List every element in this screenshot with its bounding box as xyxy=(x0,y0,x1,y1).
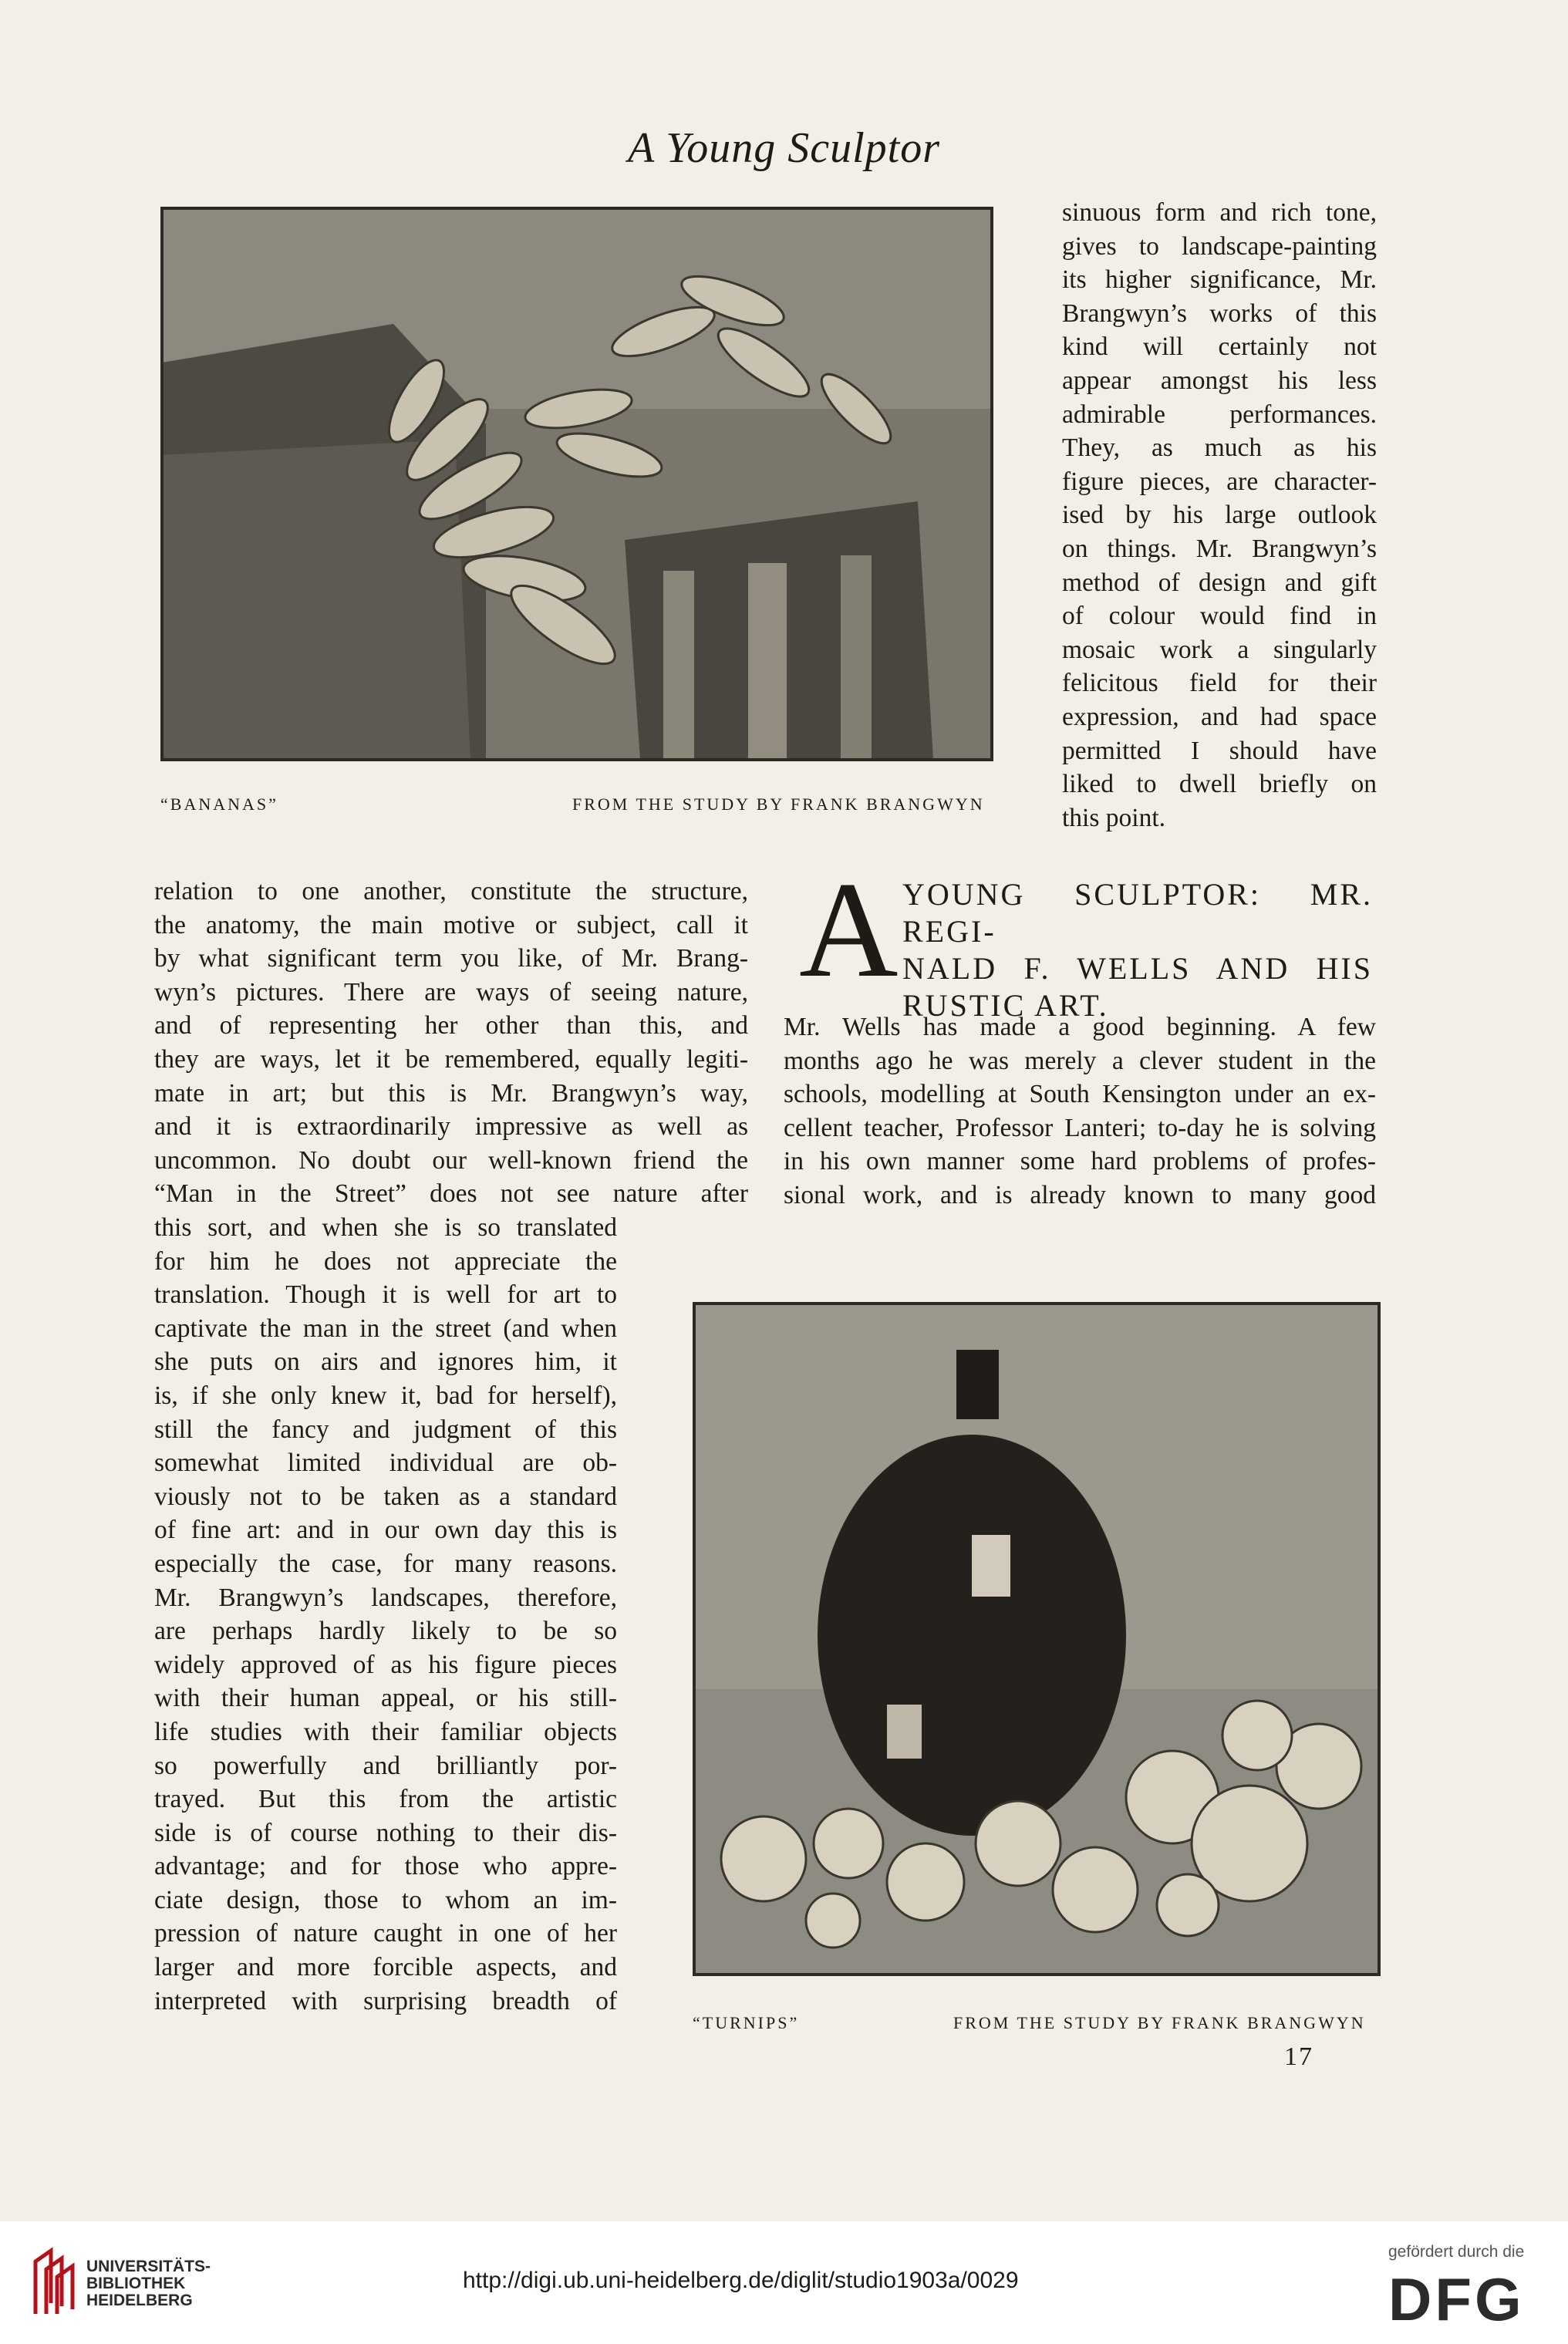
text-line: figure pieces, are character- xyxy=(1062,467,1377,496)
text-line: its higher significance, Mr. xyxy=(1062,265,1377,295)
left-column-bottom xyxy=(154,1211,617,2018)
text-line: sinuous form and rich tone, xyxy=(1062,198,1377,227)
text-line: felicitous field for their xyxy=(1062,669,1377,698)
text-line: appear amongst his less xyxy=(1062,366,1377,395)
text-line: “Man in the Street” does not see nature after xyxy=(154,1179,748,1209)
text-line: relation to one another, constitute the structure, xyxy=(154,877,748,906)
text-line: interpreted with surprising breadth of xyxy=(154,1986,617,2015)
text-line: wyn’s pictures. There are ways of seeing nature, xyxy=(154,977,748,1007)
text-line: on things. Mr. Brangwyn’s xyxy=(1062,534,1377,563)
text-line: are perhaps hardly likely to be so xyxy=(154,1617,617,1646)
text-line: expression, and had space xyxy=(1062,702,1377,731)
text-line: this sort, and when she is so translated xyxy=(154,1213,617,1242)
text-line: kind will certainly not xyxy=(1062,332,1377,362)
text-line: larger and more forcible aspects, and xyxy=(154,1953,617,1982)
text-line: widely approved of as his figure pieces xyxy=(154,1650,617,1679)
running-head: A Young Sculptor xyxy=(628,124,940,172)
text-line: cellent teacher, Professor Lanteri; to-day he is solving xyxy=(784,1113,1376,1142)
right-top-column xyxy=(1062,196,1377,835)
text-line: of colour would find in xyxy=(1062,602,1377,631)
text-line: method of design and gift xyxy=(1062,568,1377,597)
text-line: mate in art; but this is Mr. Brangwyn’s way, xyxy=(154,1078,748,1108)
text-line: schools, modelling at South Kensington under an ex- xyxy=(784,1080,1376,1109)
text-line: translation. Though it is well for art to xyxy=(154,1280,617,1310)
text-line: sional work, and is already known to many good xyxy=(784,1180,1376,1209)
text-line: captivate the man in the street (and when xyxy=(154,1314,617,1343)
text-line: gives to landscape-painting xyxy=(1062,231,1377,261)
left-column-top xyxy=(154,875,748,1211)
text-line: mosaic work a singularly xyxy=(1062,635,1377,664)
text-line: so powerfully and brilliantly por- xyxy=(154,1751,617,1780)
funding-note: gefördert durch die xyxy=(1388,2243,1525,2261)
text-line: Mr. Brangwyn’s landscapes, therefore, xyxy=(154,1583,617,1612)
bananas-illustration xyxy=(160,207,993,761)
text-line: this point. xyxy=(1062,803,1166,832)
text-line: permitted I should have xyxy=(1062,736,1377,765)
text-line: especially the case, for many reasons. xyxy=(154,1549,617,1578)
bananas-caption-credit: FROM THE STUDY BY FRANK BRANGWYN xyxy=(572,794,985,814)
library-name-line: UNIVERSITÄTS- xyxy=(86,2258,211,2275)
text-line: in his own manner some hard problems of profes- xyxy=(784,1147,1376,1176)
text-line: Mr. Wells has made a good beginning. A few xyxy=(784,1013,1376,1041)
dfg-logo: DFG xyxy=(1388,2265,1525,2333)
text-line: pression of nature caught in one of her xyxy=(154,1919,617,1948)
text-line: months ago he was merely a clever student in the xyxy=(784,1046,1376,1075)
text-line: somewhat limited individual are ob- xyxy=(154,1449,617,1478)
text-line: uncommon. No doubt our well-known friend the xyxy=(154,1145,748,1175)
page-number: 17 xyxy=(1284,2042,1313,2071)
source-url-link[interactable]: http://digi.ub.uni-heidelberg.de/diglit/studio1903a/0029 xyxy=(463,2268,1019,2293)
text-line: she puts on airs and ignores him, it xyxy=(154,1347,617,1377)
drop-cap: A xyxy=(799,853,899,1006)
text-line: advantage; and for those who appre- xyxy=(154,1852,617,1881)
digitization-footer xyxy=(0,2221,1568,2344)
text-line: trayed. But this from the artistic xyxy=(154,1785,617,1814)
text-line: ised by his large outlook xyxy=(1062,501,1377,530)
library-name xyxy=(86,2258,211,2309)
text-line: for him he does not appreciate the xyxy=(154,1246,617,1276)
text-line: by what significant term you like, of Mr. Brang- xyxy=(154,944,748,973)
text-line: Brangwyn’s works of this xyxy=(1062,298,1377,328)
text-line: admirable performances. xyxy=(1062,400,1377,429)
text-line: the anatomy, the main motive or subject, call it xyxy=(154,910,748,939)
bananas-caption-title: “BANANAS” xyxy=(160,794,278,814)
library-logo-icon xyxy=(29,2246,79,2317)
text-line: still the fancy and judgment of this xyxy=(154,1415,617,1444)
text-line: and it is extraordinarily impressive as well as xyxy=(154,1112,748,1142)
article-body xyxy=(784,1010,1376,1212)
turnips-illustration xyxy=(693,1302,1381,1976)
text-line: life studies with their familiar objects xyxy=(154,1717,617,1746)
heading-line: NALD F. WELLS AND HIS xyxy=(902,951,1373,986)
text-line: side is of course nothing to their dis- xyxy=(154,1818,617,1847)
library-name-line: BIBLIOTHEK xyxy=(86,2275,186,2292)
text-line: They, as much as his xyxy=(1062,433,1377,463)
heading-line: RUSTIC ART. xyxy=(902,988,1109,1023)
text-line: and of representing her other than this, and xyxy=(154,1011,748,1040)
turnips-caption-credit: FROM THE STUDY BY FRANK BRANGWYN xyxy=(953,2013,1366,2032)
text-line: ciate design, those to whom an im- xyxy=(154,1885,617,1914)
text-line: they are ways, let it be remembered, equally legiti- xyxy=(154,1044,748,1074)
text-line: with their human appeal, or his still- xyxy=(154,1684,617,1713)
library-name-line: HEIDELBERG xyxy=(86,2292,193,2309)
text-line: of fine art: and in our own day this is xyxy=(154,1516,617,1545)
text-line: liked to dwell briefly on xyxy=(1062,770,1377,799)
text-line: is, if she only knew it, bad for herself), xyxy=(154,1381,617,1410)
article-heading xyxy=(902,876,1373,1024)
turnips-caption-title: “TURNIPS” xyxy=(693,2013,800,2032)
heading-line: YOUNG SCULPTOR: MR. REGI- xyxy=(902,877,1373,949)
text-line: viously not to be taken as a standard xyxy=(154,1482,617,1511)
